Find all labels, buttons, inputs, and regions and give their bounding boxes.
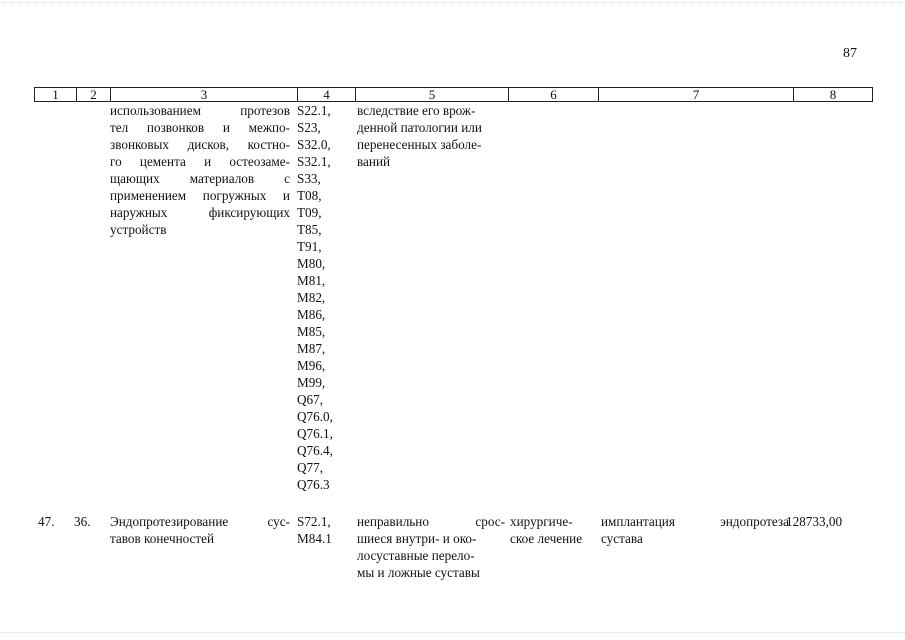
treatment-method-line: имплантация эндопротеза: [601, 514, 789, 529]
diagnosis-cell: [355, 102, 510, 170]
icd-code: Q76.1,: [297, 426, 333, 441]
icd-code: Q76.3: [297, 477, 330, 492]
method-line: Эндопротезирование сус-: [110, 514, 290, 529]
diagnosis-line: мы и ложные суставы: [357, 565, 480, 580]
icd-code: Q76.0,: [297, 409, 333, 424]
icd-code: M81,: [297, 273, 326, 288]
diagnosis-cell: [355, 513, 505, 581]
row-sub-number: 36.: [74, 514, 91, 529]
header-col-1: 1: [34, 88, 76, 101]
treatment-line: ское лечение: [510, 531, 583, 546]
diagnosis-line: ваний: [357, 154, 391, 169]
icd-code: T85,: [297, 222, 322, 237]
icd-code: M85,: [297, 324, 326, 339]
icd-code: T09,: [297, 205, 322, 220]
icd-codes-cell: [297, 513, 355, 547]
method-line: устройств: [110, 222, 167, 237]
icd-code: T08,: [297, 188, 322, 203]
icd-code: Q77,: [297, 460, 324, 475]
method-description-cell: [110, 102, 290, 238]
header-col-3: 3: [110, 88, 297, 101]
method-line: го цемента и остеозаме-: [110, 154, 290, 169]
icd-code: S72.1,: [297, 514, 331, 529]
diagnosis-line: вследствие его врож-: [357, 103, 476, 118]
scan-artifact-top: [0, 2, 905, 7]
method-line: использованием протезов: [110, 103, 290, 118]
method-description-cell: [110, 513, 290, 547]
method-line: тавов конечностей: [110, 531, 215, 546]
icd-code: M96,: [297, 358, 326, 373]
header-col-2: 2: [76, 88, 110, 101]
method-line: щающих материалов с: [110, 171, 290, 186]
method-line: звонковых дисков, костно-: [110, 137, 290, 152]
table-header-row: [34, 87, 873, 102]
icd-code: S23,: [297, 120, 321, 135]
icd-code: S32.1,: [297, 154, 331, 169]
method-line: применением погружных и: [110, 188, 290, 203]
icd-code: M87,: [297, 341, 326, 356]
method-line: тел позвонков и межпо-: [110, 120, 290, 135]
treatment-method-cell: [598, 513, 789, 547]
cost-cell: 128733,00: [786, 514, 843, 529]
scan-artifact-bottom: [0, 632, 905, 637]
header-col-7: 7: [598, 88, 793, 101]
header-col-5: 5: [355, 88, 508, 101]
diagnosis-line: шиеся внутри- и око-: [357, 531, 477, 546]
diagnosis-line: перенесенных заболе-: [357, 137, 482, 152]
icd-code: M86,: [297, 307, 326, 322]
row-number: 47.: [38, 514, 55, 529]
treatment-type-cell: [508, 513, 600, 547]
header-col-4: 4: [297, 88, 355, 101]
page-number: 87: [843, 46, 857, 61]
icd-code: S33,: [297, 171, 321, 186]
method-line: наружных фиксирующих: [110, 205, 290, 220]
icd-code: T91,: [297, 239, 322, 254]
treatment-line: хирургиче-: [510, 514, 573, 529]
icd-code: M84.1: [297, 531, 332, 546]
icd-code: Q76.4,: [297, 443, 333, 458]
diagnosis-line: лосуставные перело-: [357, 548, 475, 563]
header-col-8: 8: [793, 88, 873, 101]
icd-code: M99,: [297, 375, 326, 390]
icd-code: S22.1,: [297, 103, 331, 118]
icd-code: S32.0,: [297, 137, 331, 152]
diagnosis-line: неправильно срос-: [357, 514, 505, 529]
services-table: [34, 87, 873, 580]
icd-code: M82,: [297, 290, 326, 305]
header-col-6: 6: [508, 88, 598, 101]
icd-codes-cell: [297, 102, 355, 493]
icd-code: M80,: [297, 256, 326, 271]
icd-code: Q67,: [297, 392, 324, 407]
treatment-method-line: сустава: [601, 531, 643, 546]
diagnosis-line: денной патологии или: [357, 120, 482, 135]
